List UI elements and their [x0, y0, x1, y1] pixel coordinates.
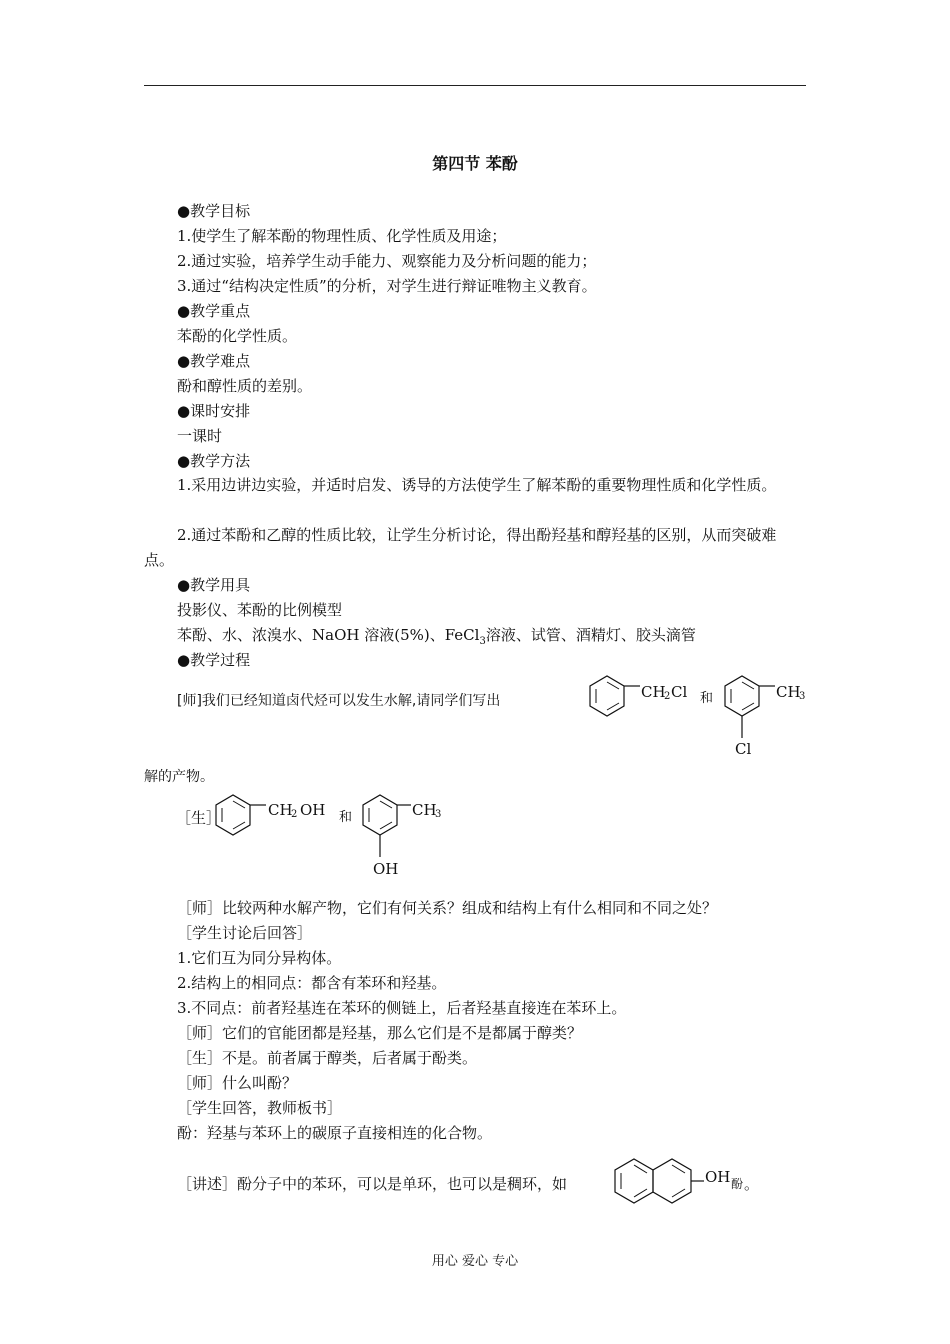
ch2-label: CH — [641, 683, 666, 701]
dialog-line-6: ［师］它们的官能团都是羟基，那么它们是不是都属于醇类？ — [177, 1024, 583, 1042]
goal-item-1: 1.使学生了解苯酚的物理性质、化学性质及用途； — [177, 227, 507, 245]
page-footer: 用心 爱心 专心 — [431, 1254, 519, 1269]
tools-heading: ●教学用具 — [177, 576, 251, 594]
goal-item-3: 3.通过“结构决定性质”的分析，对学生进行辩证唯物主义教育。 — [177, 277, 597, 295]
difficulty-text: 酚和醇性质的差别。 — [177, 377, 313, 395]
focus-heading: ●教学重点 — [177, 302, 251, 320]
ch2-label-2: CH — [268, 801, 293, 819]
ch3-label-1: CH — [776, 683, 801, 701]
tools-line-2-part-b: 溶液、试管、酒精灯、胶头滴管 — [485, 626, 696, 644]
dialog-line-1: ［师］比较两种水解产物，它们有何关系？组成和结构上有什么相同和不同之处？ — [177, 899, 718, 917]
dialog-line-8: ［师］什么叫酚？ — [177, 1074, 298, 1092]
cl-label-1: Cl — [671, 683, 688, 701]
ch3-subscript-2: 3 — [435, 809, 442, 820]
teacher-question-1-tail: 解的产物。 — [144, 769, 214, 785]
methods-paragraph-2: 2.通过苯酚和乙醇的性质比较，让学生分析讨论，得出酚羟基和醇羟基的区别，从而突破难点。 — [144, 526, 777, 569]
methods-heading: ●教学方法 — [177, 452, 251, 470]
focus-text: 苯酚的化学性质。 — [177, 327, 298, 345]
lecture-text-end: 。 — [744, 1175, 760, 1193]
dialog-line-7: ［生］不是。前者属于醇类，后者属于酚类。 — [177, 1049, 478, 1067]
oh-label-1: OH — [300, 801, 326, 819]
and-label-1: 和 — [700, 691, 714, 706]
methods-paragraph-1: 1.采用边讲边实验，并适时启发、诱导的方法使学生了解苯酚的重要物理性质和化学性质。 — [177, 476, 777, 494]
dialog-line-10: 酚：羟基与苯环上的碳原子直接相连的化合物。 — [177, 1124, 493, 1142]
dialog-line-4: 2.结构上的相同点：都含有苯环和羟基。 — [177, 974, 447, 992]
oh-label-2: OH — [373, 860, 399, 878]
dialog-line-5: 3.不同点：前者羟基连在苯环的侧链上，后者羟基直接连在苯环上。 — [177, 999, 627, 1017]
dialog-line-9: ［学生回答，教师板书］ — [177, 1099, 343, 1117]
naphthol-oh-label: OH — [705, 1168, 731, 1186]
ch3-label-2: CH — [412, 801, 437, 819]
tools-line-2-subscript: 3 — [479, 636, 486, 647]
naphthol-tail: 酚 — [731, 1177, 744, 1191]
teacher-question-1: [师]我们已经知道卤代烃可以发生水解,请同学们写出 — [177, 693, 501, 709]
ch2-subscript-2: 2 — [291, 809, 298, 820]
student-answer-label: ［生］ — [176, 809, 222, 827]
tools-line-1: 投影仪、苯酚的比例模型 — [177, 601, 343, 619]
dialog-line-2: ［学生讨论后回答］ — [177, 924, 313, 942]
page-title: 第四节 苯酚 — [432, 154, 518, 173]
goal-item-2: 2.通过实验，培养学生动手能力、观察能力及分析问题的能力； — [177, 252, 597, 270]
cl-label-2: Cl — [735, 740, 752, 758]
goals-heading: ●教学目标 — [177, 202, 251, 220]
schedule-text: 一课时 — [177, 427, 223, 445]
and-label-2: 和 — [339, 810, 353, 825]
dialog-line-3: 1.它们互为同分异构体。 — [177, 949, 342, 967]
schedule-heading: ●课时安排 — [177, 402, 251, 420]
process-heading: ●教学过程 — [177, 651, 251, 669]
tools-line-2-part-a: 苯酚、水、浓溴水、NaOH 溶液(5%)、FeCl — [177, 626, 480, 644]
ch2-subscript: 2 — [664, 691, 671, 702]
ch3-subscript-1: 3 — [799, 691, 806, 702]
difficulty-heading: ●教学难点 — [177, 352, 251, 370]
lecture-text: ［讲述］酚分子中的苯环，可以是单环，也可以是稠环，如 — [177, 1175, 568, 1193]
